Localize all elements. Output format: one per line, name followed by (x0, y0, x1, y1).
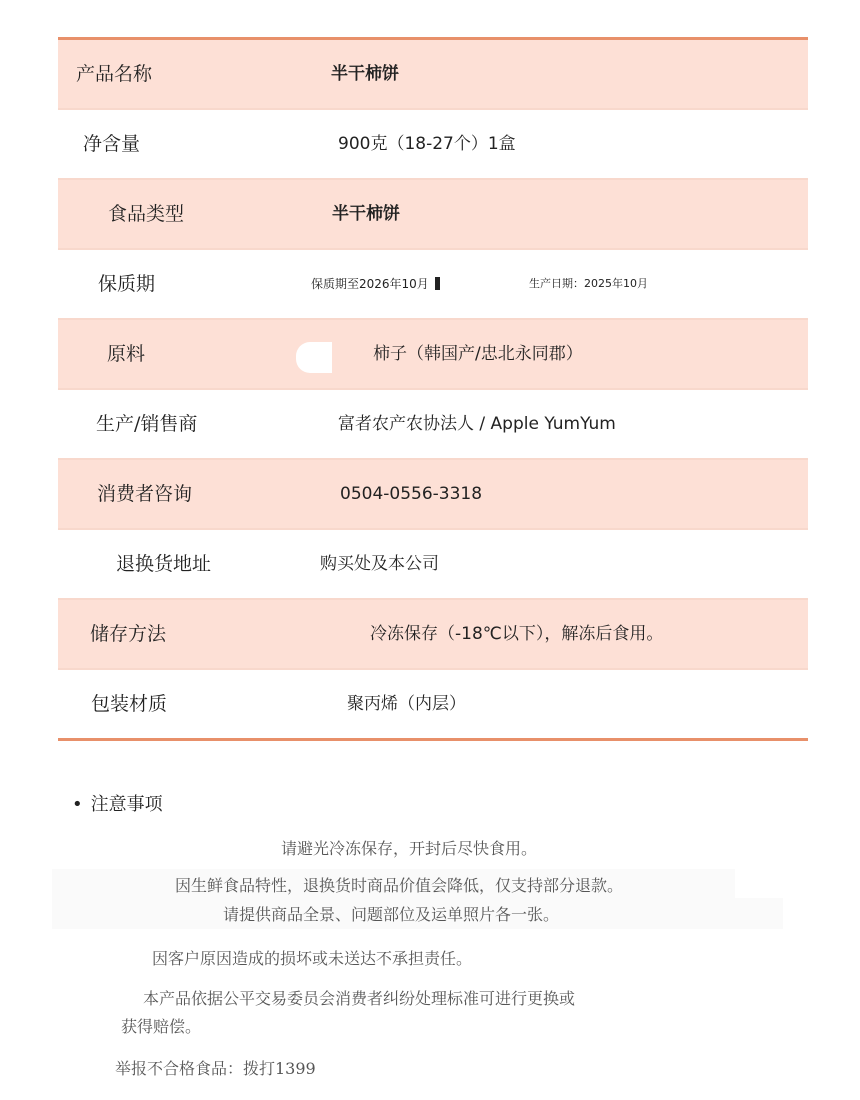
value-manufacturer: 富者农产农协法人 / Apple YumYum (338, 414, 616, 434)
row-return-address (58, 530, 808, 600)
notes-heading (72, 790, 163, 816)
note-line: 请避光冷冻保存，开封后尽快食用。 (281, 839, 538, 858)
row-food-type (58, 180, 808, 250)
value-product-name: 半干柿饼 (331, 64, 399, 84)
row-product-name (58, 40, 808, 110)
row-packaging (58, 670, 808, 738)
bar-mark (435, 277, 440, 290)
label-food-type: 食品类型 (108, 203, 185, 225)
label-manufacturer: 生产/销售商 (96, 413, 198, 435)
value-ingredients: 柿子（韩国产/忠北永同郡） (373, 344, 583, 364)
label-consumer-inquiry: 消费者咨询 (97, 483, 193, 505)
note-line: 因客户原因造成的损坏或未送达不承担责任。 (152, 949, 473, 968)
bullet-icon: • (72, 794, 83, 815)
white-pill-shape (296, 342, 332, 373)
row-storage (58, 600, 808, 670)
label-shelf-life: 保质期 (98, 273, 156, 295)
value-phone-number: 0504-0556-3318 (340, 484, 483, 504)
note-line: 获得赔偿。 (121, 1017, 202, 1036)
row-manufacturer (58, 390, 808, 460)
label-ingredients: 原料 (107, 343, 146, 365)
expiry-date-text: 保质期至2026年10月 (311, 277, 429, 291)
label-product-name: 产品名称 (76, 63, 153, 85)
note-line: 本产品依据公平交易委员会消费者纠纷处理标准可进行更换或 (143, 989, 576, 1008)
value-food-type: 半干柿饼 (332, 204, 400, 224)
note-line: 因生鲜食品特性，退换货时商品价值会降低，仅支持部分退款。 (52, 869, 735, 900)
value-storage: 冷冻保存（-18℃以下），解冻后食用。 (370, 624, 664, 644)
label-net-content: 净含量 (83, 133, 141, 155)
label-packaging: 包装材质 (91, 693, 168, 715)
value-packaging: 聚丙烯（内层） (347, 694, 466, 714)
report-hotline: 举报不合格食品：拨打1399 (115, 1059, 316, 1078)
value-net-content: 900克（18-27个）1盒 (338, 134, 516, 154)
row-shelf-life (58, 250, 808, 320)
row-ingredients (58, 320, 808, 390)
row-net-content (58, 110, 808, 180)
label-storage: 储存方法 (90, 623, 167, 645)
value-expiry-date (311, 250, 446, 318)
notes-heading-text: 注意事项 (90, 794, 163, 815)
row-consumer-inquiry (58, 460, 808, 530)
product-info-table (58, 37, 808, 741)
label-return-address: 退换货地址 (116, 553, 212, 575)
value-return-address: 购买处及本公司 (320, 554, 439, 574)
note-line: 请提供商品全景、问题部位及运单照片各一张。 (52, 898, 783, 929)
value-production-date: 生产日期：2025年10月 (529, 277, 648, 290)
